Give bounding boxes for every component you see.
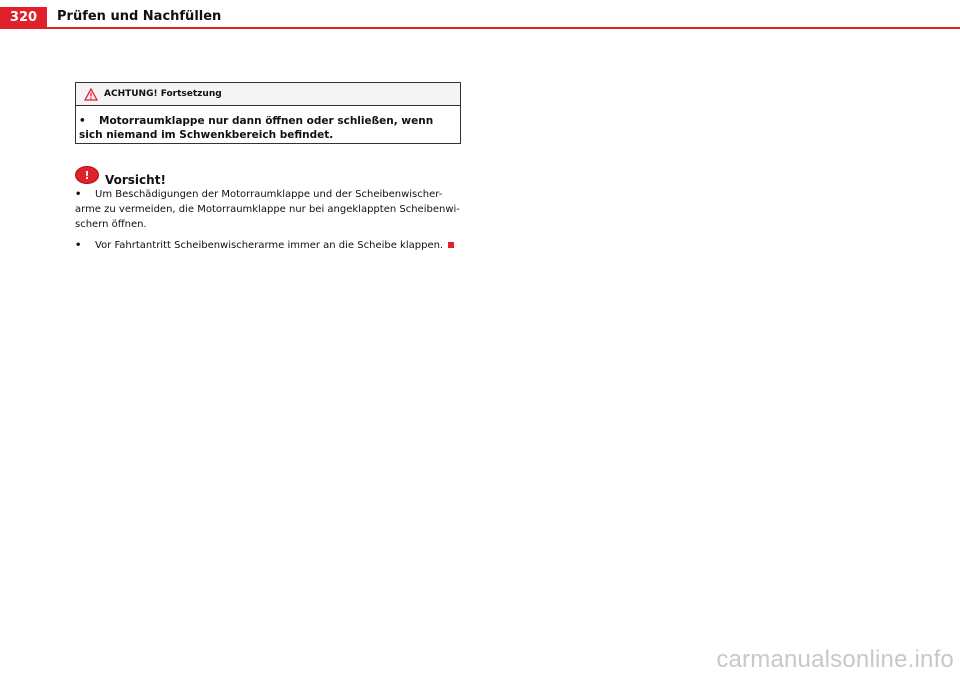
warning-triangle-icon (84, 88, 98, 101)
chapter-title: Prüfen und Nachfüllen (57, 9, 222, 24)
header-rule (0, 27, 960, 29)
caution-list (75, 187, 467, 259)
warning-text-block (76, 106, 460, 142)
bullet: • (75, 240, 82, 251)
watermark: carmanualsonline.info (716, 646, 954, 673)
warning-heading: ACHTUNG! Fortsetzung (104, 89, 222, 99)
bullet: • (75, 189, 82, 200)
list-item (75, 238, 467, 253)
warning-text: Motorraumklappe nur dann öffnen oder schließen, wenn sich niemand im Schwenkbereich befindet. (79, 115, 434, 141)
list-item-text: Um Beschädigungen der Motorraumklappe und der Scheibenwischer-arme zu vermeiden, die Motorraumklappe nur bei angeklappten Scheibenwi-schern öffnen. (75, 189, 460, 230)
caution-heading (75, 163, 166, 187)
bullet: • (79, 115, 86, 127)
warning-box (75, 82, 461, 144)
list-item (75, 187, 467, 232)
page-header (0, 0, 960, 30)
warning-heading-bar (76, 83, 460, 106)
section-end-mark (448, 242, 454, 248)
caution-title: Vorsicht! (105, 173, 166, 187)
exclamation-icon: ! (75, 166, 99, 184)
page-number: 320 (0, 7, 47, 28)
list-item-text: Vor Fahrtantritt Scheibenwischerarme immer an die Scheibe klappen. (95, 240, 444, 251)
